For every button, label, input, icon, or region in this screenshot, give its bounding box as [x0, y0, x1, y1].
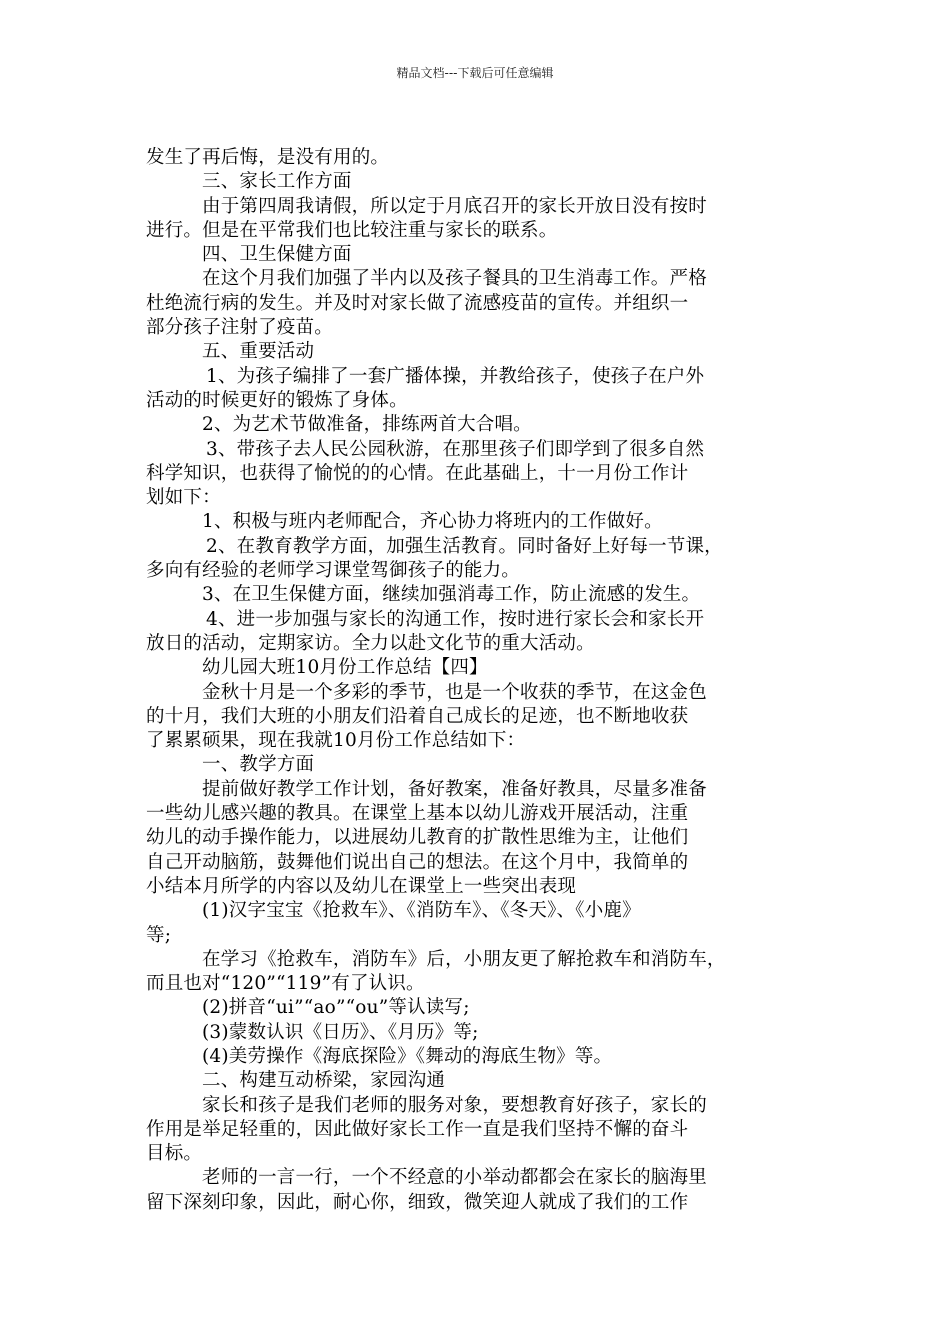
paragraph-line: 由于第四周我请假，所以定于月底召开的家长开放日没有按时	[202, 195, 707, 217]
list-item: 2、为艺术节做准备，排练两首大合唱。	[202, 414, 532, 436]
paragraph-line: 提前做好教学工作计划，备好教案，准备好教具，尽量多准备	[202, 778, 707, 800]
paragraph-line: 划如下：	[146, 487, 221, 509]
paragraph-line: 等;	[146, 924, 172, 946]
paragraph-line: 发生了再后悔，是没有用的。	[146, 147, 390, 168]
section-heading: 三、家长工作方面	[202, 171, 352, 193]
paragraph-line: 放日的活动，定期家访。全力以赴文化节的重大活动。	[146, 632, 595, 654]
paragraph-line: 活动的时候更好的锻炼了身体。	[146, 389, 408, 411]
section-heading: 五、重要活动	[202, 341, 315, 363]
paragraph-line: 自己开动脑筋，鼓舞他们说出自己的想法。在这个月中，我简单的	[146, 851, 689, 873]
paragraph-line: 科学知识，也获得了愉悦的的心情。在此基础上，十一月份工作计	[146, 462, 689, 484]
list-item: 3、在卫生保健方面，继续加强消毒工作，防止流感的发生。	[202, 584, 701, 606]
paragraph-line: 的十月，我们大班的小朋友们沿着自己成长的足迹，也不断地收获	[146, 705, 689, 727]
section-heading: 四、卫生保健方面	[202, 244, 352, 266]
paragraph-line: 幼儿的动手操作能力，以进展幼儿教育的扩散性思维为主，让他们	[146, 827, 689, 849]
list-item: 1、为孩子编排了一套广播体操，并教给孩子，使孩子在户外	[206, 365, 705, 387]
paragraph-line: 一些幼儿感兴趣的教具。在课堂上基本以幼儿游戏开展活动，注重	[146, 803, 689, 825]
paragraph-line: 目标。	[146, 1143, 203, 1165]
paragraph-line: 金秋十月是一个多彩的季节，也是一个收获的季节，在这金色	[202, 681, 707, 703]
list-item: (3)蒙数认识《日历》、《月历》等;	[202, 1021, 479, 1043]
paragraph-line: 进行。但是在平常我们也比较注重与家长的联系。	[146, 219, 558, 241]
section-heading: 二、构建互动桥梁，家园沟通	[202, 1070, 446, 1092]
list-item: (2)拼音“ui”“ao”“ou”等认读写;	[202, 997, 470, 1019]
list-item: 2、在教育教学方面，加强生活教育。同时备好上好每一节课，	[206, 535, 723, 557]
list-item: 1、积极与班内老师配合，齐心协力将班内的工作做好。	[202, 511, 663, 533]
paragraph-line: 多向有经验的老师学习课堂驾御孩子的能力。	[146, 560, 521, 582]
paragraph-line: 老师的一言一行，一个不经意的小举动都都会在家长的脑海里	[202, 1167, 707, 1189]
section-heading: 一、教学方面	[202, 754, 315, 776]
page-header: 精品文档---下载后可任意编辑	[396, 66, 554, 80]
paragraph-line: 在学习《抢救车，消防车》后，小朋友更了解抢救车和消防车，	[202, 948, 726, 970]
paragraph-line: 杜绝流行病的发生。并及时对家长做了流感疫苗的宣传。并组织一	[146, 292, 689, 314]
list-item: 3、带孩子去人民公园秋游，在那里孩子们即学到了很多自然	[206, 438, 705, 460]
list-item: (1)汉字宝宝《抢救车》、《消防车》、《冬天》、《小鹿》	[202, 900, 641, 922]
paragraph-line: 留下深刻印象，因此，耐心你，细致，微笑迎人就成了我们的工作	[146, 1191, 689, 1213]
paragraph-line: 而且也对“120”“119”有了认识。	[146, 973, 425, 995]
paragraph-line: 在这个月我们加强了半内以及孩子餐具的卫生消毒工作。严格	[202, 268, 707, 290]
paragraph-line: 小结本月所学的内容以及幼儿在课堂上一些突出表现	[146, 875, 577, 897]
paragraph-line: 部分孩子注射了疫苗。	[146, 317, 334, 339]
paragraph-line: 作用是举足轻重的，因此做好家长工作一直是我们坚持不懈的奋斗	[146, 1118, 689, 1140]
document-body	[146, 146, 814, 1215]
paragraph-line: 了累累硕果，现在我就10月份工作总结如下：	[146, 730, 526, 752]
list-item: (4)美劳操作《海底探险》《舞动的海底生物》等。	[202, 1045, 613, 1067]
paragraph-line: 家长和孩子是我们老师的服务对象，要想教育好孩子，家长的	[202, 1094, 707, 1116]
list-item: 4、进一步加强与家长的沟通工作，按时进行家长会和家长开	[206, 608, 705, 630]
document-title: 幼儿园大班10月份工作总结【四】	[202, 657, 488, 679]
